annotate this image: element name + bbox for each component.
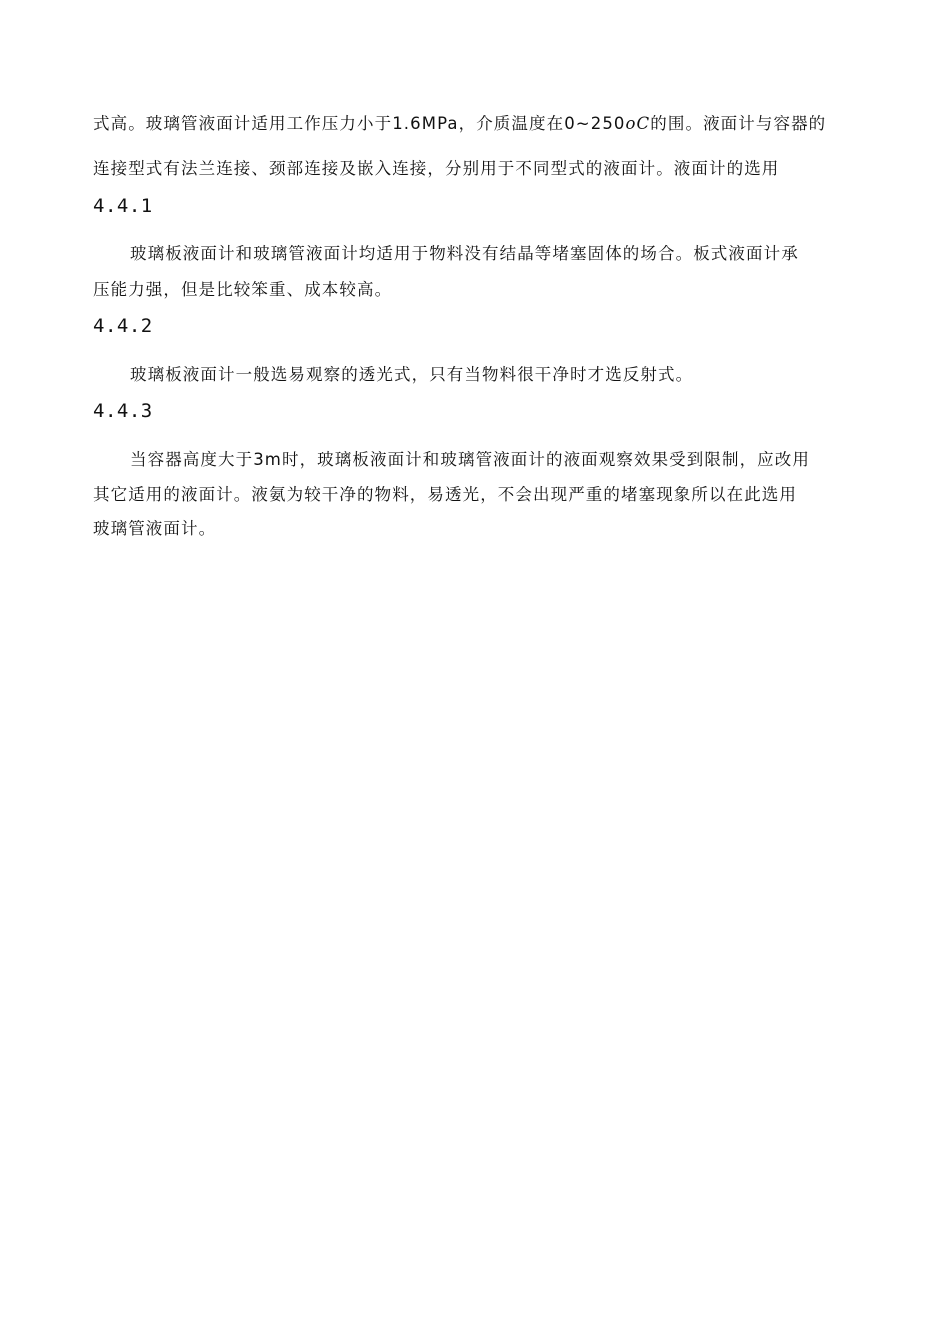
paragraph-line: 压能力强，但是比较笨重、成本较高。: [93, 280, 393, 299]
section-heading: 4.4.2: [93, 315, 153, 337]
paragraph-line: 玻璃板液面计一般选易观察的透光式，只有当物料很干净时才选反射式。: [130, 365, 694, 384]
paragraph-line: 连接型式有法兰连接、颈部连接及嵌入连接，分别用于不同型式的液面计。液面计的选用: [93, 159, 780, 178]
paragraph-line: 当容器高度大于3m时，玻璃板液面计和玻璃管液面计的液面观察效果受到限制，应改用: [130, 450, 810, 469]
section-heading: 4.4.1: [93, 195, 153, 217]
paragraph-line: 其它适用的液面计。液氨为较干净的物料，易透光，不会出现严重的堵塞现象所以在此选用: [93, 485, 797, 504]
text-run: 式高。玻璃管液面计适用工作压力小于1.6MPa，介质温度在0~250: [93, 114, 626, 133]
text-run: 的围。液面计与容器的: [650, 114, 827, 133]
paragraph-line: 玻璃管液面计。: [93, 519, 217, 538]
temperature-unit: oC: [625, 114, 651, 133]
paragraph-line: [93, 113, 863, 135]
section-heading: 4.4.3: [93, 400, 153, 422]
paragraph-line: 玻璃板液面计和玻璃管液面计均适用于物料没有结晶等堵塞固体的场合。板式液面计承: [130, 244, 799, 263]
